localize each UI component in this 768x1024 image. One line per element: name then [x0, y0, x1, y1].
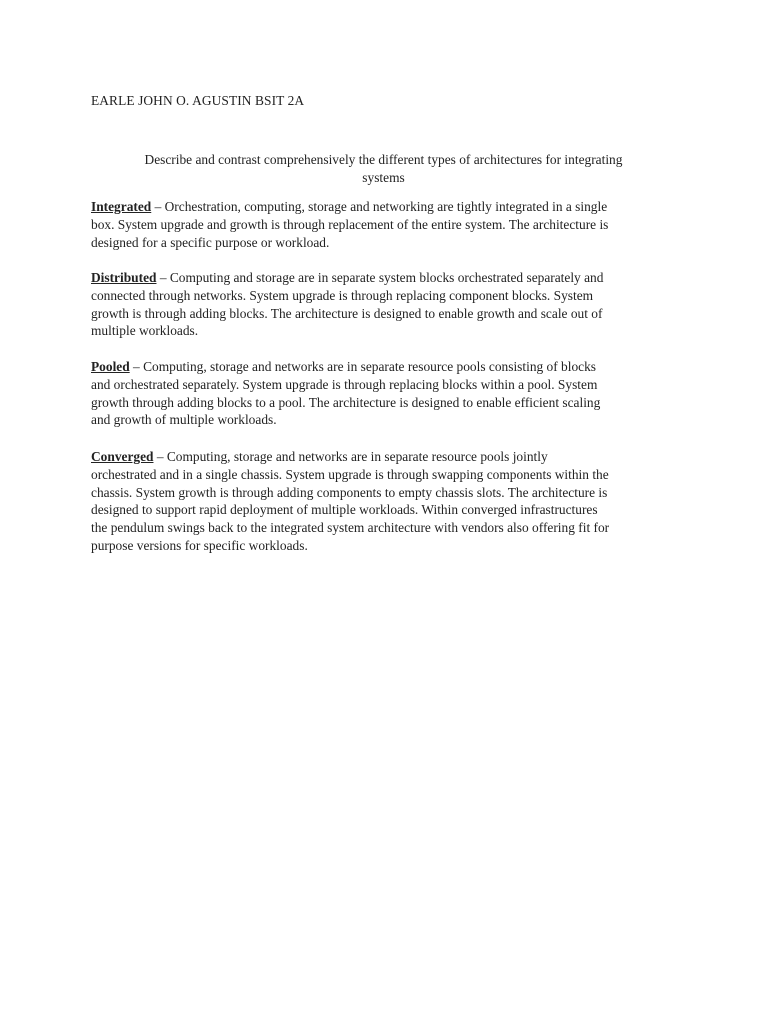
section-line: designed to support rapid deployment of multiple workloads. Within converged infrastructures [91, 502, 598, 518]
section-line: the pendulum swings back to the integrated system architecture with vendors also offering fit for [91, 520, 610, 536]
section-text: – Computing, storage and networks are in separate resource pools consisting of blocks [129, 359, 597, 374]
section-line: chassis. System growth is through adding components to empty chassis slots. The architecture is [91, 484, 608, 500]
section-pooled [91, 358, 691, 429]
term-distributed: Distributed [91, 270, 157, 285]
section-line: multiple workloads. [91, 323, 199, 339]
section-line [91, 198, 691, 216]
section-line: purpose versions for specific workloads. [91, 537, 308, 553]
term-pooled: Pooled [91, 359, 130, 374]
section-line: and orchestrated separately. System upgrade is through replacing blocks within a pool. System [91, 376, 598, 392]
term-converged: Converged [91, 449, 154, 464]
section-line [91, 269, 691, 287]
section-line: connected through networks. System upgrade is through replacing component blocks. System [91, 287, 594, 303]
term-integrated: Integrated [91, 199, 152, 214]
section-line: orchestrated and in a single chassis. System upgrade is through swapping components within the [91, 466, 609, 482]
section-line [91, 358, 691, 376]
section-line: and growth of multiple workloads. [91, 412, 277, 428]
section-text: – Computing and storage are in separate system blocks orchestrated separately and [156, 270, 604, 285]
section-converged [91, 448, 691, 555]
question-heading [91, 151, 676, 187]
section-line [91, 448, 691, 466]
section-integrated [91, 198, 691, 251]
section-line: designed for a specific purpose or workload. [91, 234, 330, 250]
section-text: – Orchestration, computing, storage and networking are tightly integrated in a single [151, 199, 608, 214]
section-text: – Computing, storage and networks are in separate resource pools jointly [153, 449, 548, 464]
section-line: growth through adding blocks to a pool. The architecture is designed to enable efficient scaling [91, 394, 601, 410]
author-line: EARLE JOHN O. AGUSTIN BSIT 2A [91, 93, 305, 108]
section-distributed [91, 269, 691, 340]
section-line: growth is through adding blocks. The architecture is designed to enable growth and scale out of [91, 305, 603, 321]
question-line: systems [362, 170, 405, 185]
question-line: Describe and contrast comprehensively the different types of architectures for integrating [144, 152, 623, 167]
section-line: box. System upgrade and growth is through replacement of the entire system. The architecture is [91, 216, 609, 232]
